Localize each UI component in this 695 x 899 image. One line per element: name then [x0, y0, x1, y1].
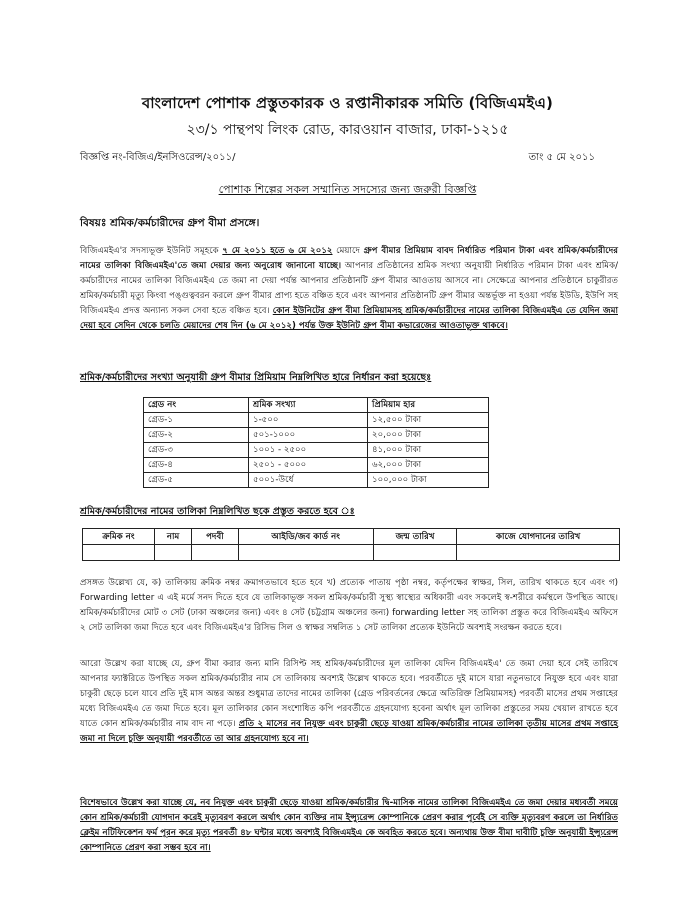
paragraph-list-instructions: প্রসঙ্গত উল্লেখ্য যে, ক) তালিকায় ক্রমিক নম্বর ক্রমাগতভাবে হতে হবে খ) প্রত্যেক পাতায় পৃষ্ঠা নম্বর, কর্তৃপক্ষের স্বাক্ষর, সিল, তারিখ থাকতে হবে এবং গ) Forwarding letter এ এই মর্মে সনদ দিতে হবে যে তালিকাভূক্ত সকল শ্রমিক/কর্মচারী সুস্থ্য স্বাস্থ্যের অধিকারী এবং সকলেই স্ব-শরীরে কর্মস্থলে উপস্থিত আছে। শ্রমিক/কর্মচারীদের মোট ৩ সেট (ঢাকা অঞ্চলের জন্য) এবং ৪ সেট (চট্টগ্রাম অঞ্চলের জন্য) forwarding letter সহ তালিকা প্রস্তুত করে বিজিএমইএ অফিসে ২ সেট তালিকা জমা দিতে হবে এবং বিজিএমইএ'র রিসিভ সিল ও স্বাক্ষর সম্বলিত ১ সেট তালিকা প্রত্যেক ইউনিটে অবশ্যই সংরক্ষন করতে হবে।	[80, 578, 618, 633]
worker-count-cell: ১০০১ - ২৫০০	[249, 443, 368, 458]
paragraph-list-submission	[80, 657, 618, 747]
empty-cell	[373, 545, 457, 561]
para1-text-e: আপনার প্রতিষ্ঠানের শ্রমিক সংখ্যা অনুযায়ী নির্ধারিত পরিমান টাকা এবং শ্রমিক/কর্মচারীদের নামের তালিকা বিজিএমইএ তে জমা না দেয়া পর্যন্ত আপনার প্রতিষ্ঠানটি গ্রুপ বীমার আওতায় আসবে না। সেক্ষেত্রে আপনার প্রতিষ্ঠানে চাকুরীরত শ্রমিক/কর্মচারী মৃত্যু কিংবা পঙ্গুত্ববরন করলে গ্রুপ বীমার প্রাপ্য হতে বঞ্চিত হবে এবং আপনার প্রতিষ্ঠানটি গ্রুপ বীমার অন্তর্ভূক্ত না হওয়া পর্যন্ত ইউডি, ইউপি সহ বিজিএমইএ প্রদত্ত অন্যান্য সকল সেবা হতে বঞ্চিত হবে।	[80, 261, 618, 316]
para1-text-c: মেয়াদে	[336, 246, 360, 256]
list-table-empty-row	[83, 545, 620, 561]
table-row	[144, 458, 489, 473]
paragraph-premium-request	[80, 244, 618, 334]
table-row	[144, 413, 489, 428]
empty-cell	[192, 545, 238, 561]
list-header-serial: ক্রমিক নং	[83, 529, 155, 545]
para3-text-a: আরো উল্লেখ করা যাচ্ছে যে, গ্রুপ বীমা করার জন্য মানি রিসিপ্ট সহ শ্রমিক/কর্মচারীদের মূল তালিকা যেদিন বিজিএমইএ' তে জমা দেয়া হবে সেই তারিখে আপনার ফ্যাক্টরিতে উপস্থিত সকল শ্রমিক/কর্মচারীর নাম সে তালিকায় অবশ্যই উল্লেখ থাকতে হবে। পরবর্তীতে দুই মাসে যারা নতুনভাবে নিযুক্ত হবে এবং যারা চাকুরী ছেড়ে চলে যাবে প্রতি দুই মাস অন্তর অন্তর শুধুমাত্র তাদের নামের তালিকা (গ্রেড পরিবর্তনের ক্ষেত্রে অতিরিক্ত প্রিমিয়ামসহ) পরবর্তী মাসের প্রথম সপ্তাহের মধ্যে বিজিএমইএ তে জমা দিতে হবে। মূল তালিকার কোন সংশোধিত কপি পরবর্তীতে গ্রহনযোগ্য হবেনা অর্থাৎ মূল তালিকা প্রস্তুতের সময় খেয়াল রাখতে হবে যাতে কোন শ্রমিক/কর্মচারীর নাম বাদ না পড়ে।	[80, 659, 618, 729]
para1-text-a: বিজিএমইএ'র সদস্যভূক্ত ইউনিট সমূহকে	[80, 246, 219, 256]
list-header-designation: পদবী	[192, 529, 238, 545]
worker-count-cell: ৫০১-১০০০	[249, 428, 368, 443]
premium-rate-cell: ১২,৫০০ টাকা	[368, 413, 489, 428]
empty-cell	[83, 545, 155, 561]
table-row	[144, 443, 489, 458]
organization-address: ২৩/১ পান্থপথ লিংক রোড, কারওয়ান বাজার, ঢাকা-১২১৫	[186, 122, 509, 138]
para3-deadline-note: প্রতি ২ মাসের নব নিযুক্ত এবং চাকুরী ছেড়ে যাওয়া শ্রমিক/কর্মচারীর নামের তালিকা তৃতীয় মাসের প্রথম সপ্তাহে জমা না দিলে চুক্তি অনুযায়ী পরবর্তীতে তা আর গ্রহনযোগ্য হবে না।	[80, 719, 619, 744]
paragraph-death-claim-note	[80, 796, 618, 856]
premium-table	[143, 397, 489, 488]
grade-cell: গ্রেড-৩	[144, 443, 249, 458]
reference-number: বিজ্ঞপ্তি নং-বিজিএ/ইনসিওরেন্স/২০১১/	[80, 152, 236, 163]
premium-rate-cell: ১০০,০০০ টাকা	[368, 473, 489, 488]
grade-cell: গ্রেড-১	[144, 413, 249, 428]
premium-rate-cell: ৬২,০০০ টাকা	[368, 458, 489, 473]
grade-cell: গ্রেড-৪	[144, 458, 249, 473]
list-header-birth-date: জন্ম তারিখ	[373, 529, 457, 545]
premium-rate-cell: ২০,০০০ টাকা	[368, 428, 489, 443]
para1-coverage-note: কোন ইউনিটের গ্রুপ বীমা প্রিমিয়ামসহ শ্রমিক/কর্মচারীদের নামের তালিকা বিজিএমইএ তে যেদিন জমা দেয়া হবে সেদিন থেকে চলতি মেয়াদের শেষ দিন (৬ মে ২০১২) পর্যন্ত উক্ত ইউনিট গ্রুপ বীমা কভারেজের আওতাভূক্ত থাকবে।	[80, 306, 618, 331]
grade-cell: গ্রেড-৫	[144, 473, 249, 488]
table-row	[144, 428, 489, 443]
empty-cell	[154, 545, 191, 561]
table-row	[144, 473, 489, 488]
notice-date: তাং ৫ মে ২০১১	[528, 152, 595, 163]
premium-heading: শ্রমিক/কর্মচারীদের সংখ্যা অনুযায়ী গ্রুপ বীমার প্রিমিয়াম নিম্নলিখিত হারে নির্ধারন করা হয়েছেঃ	[80, 372, 432, 383]
premium-rate-cell: ৪১,০০০ টাকা	[368, 443, 489, 458]
worker-count-cell: ৫০০১-উর্ধে	[249, 473, 368, 488]
worker-count-cell: ১-৫০০	[249, 413, 368, 428]
subject-line: বিষয়ঃ শ্রমিক/কর্মচারীদের গ্রুপ বীমা প্রসঙ্গে।	[80, 217, 260, 229]
list-header-id: আইডি/জব কার্ড নং	[238, 529, 373, 545]
grade-cell: গ্রেড-২	[144, 428, 249, 443]
list-table-header-row	[83, 529, 620, 545]
list-header-name: নাম	[154, 529, 191, 545]
para1-request: গ্রুপ বীমার প্রিমিয়াম বাবদ নির্ধারিত পরিমান টাকা এবং শ্রমিক/কর্মচারীদের নামের তালিকা বিজিএমইএ'তে জমা দেয়ার জন্য অনুরোধ জানানো যাচ্ছে।	[80, 246, 618, 271]
empty-cell	[457, 545, 620, 561]
premium-header-grade: গ্রেড নং	[144, 398, 249, 413]
para1-period: ৭ মে ২০১১ হতে ৬ মে ২০১২	[222, 246, 333, 256]
premium-header-rate: প্রিমিয়াম হার	[368, 398, 489, 413]
list-header-joining-date: কাজে যোগদানের তারিখ	[457, 529, 620, 545]
notice-title	[0, 181, 695, 200]
para4-text: বিশেষভাবে উল্লেখ করা যাচ্ছে যে, নব নিযুক্ত এবং চাকুরী ছেড়ে যাওয়া শ্রমিক/কর্মচারীর দ্বি-মাসিক নামের তালিকা বিজিএমইএ তে জমা দেয়ার মধ্যবর্তী সময়ে কোন শ্রমিক/কর্মচারী যোগদান করেই মৃত্যুবরণ করলে অর্থাৎ কোন ব্যক্তির নাম ইন্স্যুরেন্স কোম্পানিকে প্রেরণ করার পূর্বেই সে ব্যক্তি মৃত্যুবরণ করলে তা নির্ধারিত ক্লেইম নটিফিকেশন ফর্ম পূরন করে মৃত্যু পরবর্তী ৪৮ ঘন্টার মধ্যে অবশ্যই বিজিএমইএ কে অবহিত করতে হবে। অন্যথায় উক্ত বীমা দাবীটি চুক্তি অনুযায়ী ইন্স্যুরেন্স কোম্পানিতে প্রেরণ করা সম্ভব হবে না।	[80, 798, 618, 853]
worker-list-format-table	[82, 528, 620, 561]
list-format-heading: শ্রমিক/কর্মচারীদের নামের তালিকা নিম্নলিখিত ছকে প্রস্তুত করতে হবে ঃ	[80, 506, 355, 517]
notice-title-text: পোশাক শিল্পের সকল সম্মানিত সদস্যের জন্য জরুরী বিজ্ঞপ্তি	[218, 183, 477, 196]
empty-cell	[238, 545, 373, 561]
worker-count-cell: ২৫০১ - ৫০০০	[249, 458, 368, 473]
premium-header-workers: শ্রমিক সংখ্যা	[249, 398, 368, 413]
organization-name: বাংলাদেশ পোশাক প্রস্তুতকারক ও রপ্তানীকারক সমিতি (বিজিএমইএ)	[141, 94, 554, 112]
premium-table-header-row	[144, 398, 489, 413]
